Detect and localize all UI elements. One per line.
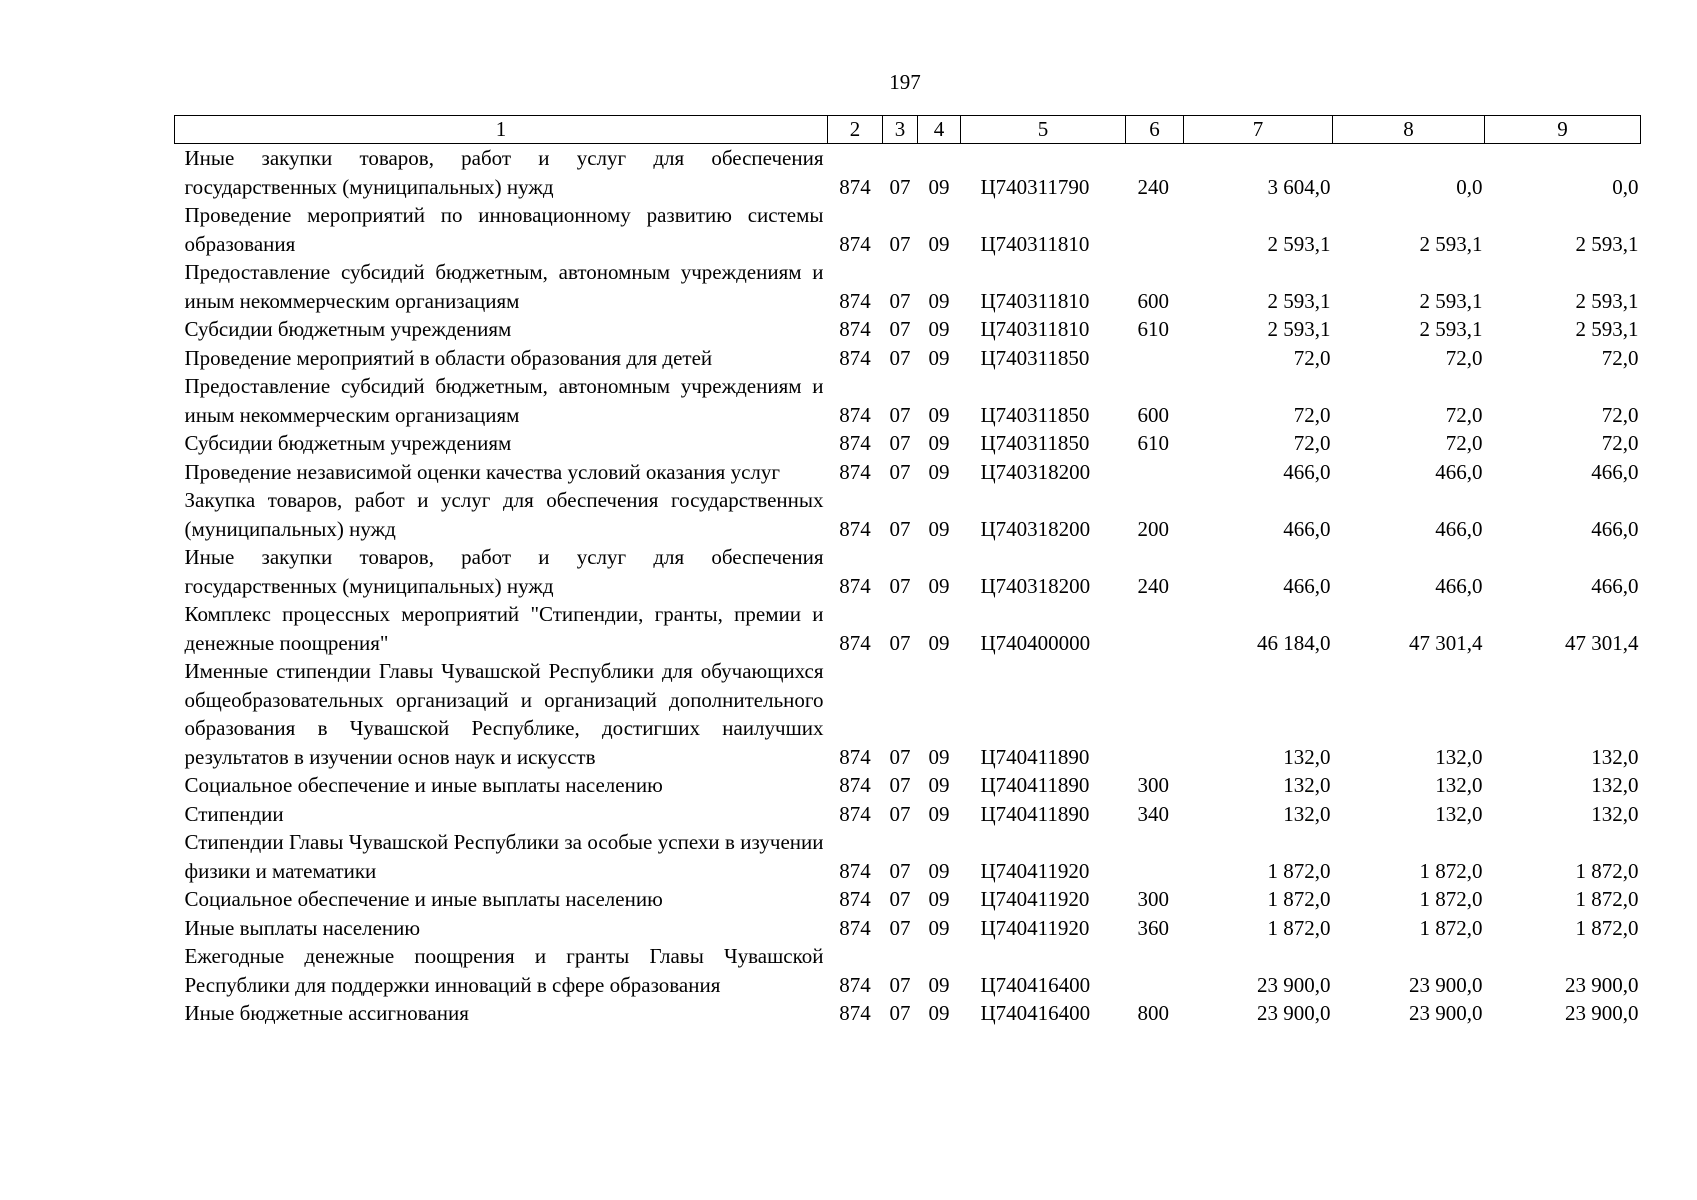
row-section: 07: [889, 288, 911, 313]
header-col-2: 2: [828, 116, 883, 144]
row-section: 07: [889, 915, 911, 940]
row-name: Стипендии Главы Чувашской Республики за особые успехи в изучении физики и математики: [184, 830, 824, 883]
row-section: 07: [889, 573, 911, 598]
row-amount-col-8: 466,0: [1435, 516, 1483, 541]
row-amount-col-8: 466,0: [1435, 459, 1483, 484]
row-target-article: Ц740311850: [980, 402, 1090, 427]
row-amount-col-8: 1 872,0: [1419, 858, 1483, 883]
row-section: 07: [889, 459, 911, 484]
row-grbs: 874: [839, 231, 871, 256]
row-name: Именные стипендии Главы Чувашской Республики для обучающихся общеобразовательных организаций и организаций дополнительного образования в Чувашской Республике, достигших наилучших результатов в изучении основ наук и искусств: [184, 659, 824, 769]
row-expense-type: [1126, 828, 1184, 885]
row-grbs: 874: [839, 744, 871, 769]
row-name: Субсидии бюджетным учреждениям: [184, 431, 512, 455]
row-grbs: 874: [839, 573, 871, 598]
row-name: Проведение мероприятий в области образования для детей: [184, 345, 713, 370]
row-amount-col-7: 72,0: [1293, 345, 1331, 370]
row-amount-col-9: 466,0: [1591, 516, 1639, 541]
row-section: 07: [889, 174, 911, 199]
row-target-article: Ц740318200: [980, 516, 1091, 541]
header-col-8: 8: [1333, 116, 1485, 144]
header-col-1: 1: [175, 116, 828, 144]
row-amount-col-7: 23 900,0: [1257, 972, 1331, 997]
row-amount-col-8: 1 872,0: [1419, 887, 1483, 911]
row-name: Иные выплаты населению: [184, 915, 421, 940]
budget-table-container: [174, 115, 1640, 1028]
row-grbs: 874: [839, 972, 871, 997]
row-amount-col-9: 466,0: [1591, 573, 1639, 598]
row-section: 07: [889, 630, 911, 655]
row-amount-col-9: 2 593,1: [1575, 288, 1639, 313]
table-row: [175, 543, 1641, 600]
table-row: [175, 999, 1641, 1028]
row-subsection: 09: [928, 174, 950, 199]
row-subsection: 09: [928, 858, 950, 883]
row-subsection: 09: [928, 1001, 950, 1025]
row-expense-type: 300: [1137, 773, 1169, 797]
table-row: [175, 144, 1641, 202]
row-grbs: 874: [839, 345, 871, 370]
row-subsection: 09: [928, 915, 950, 940]
table-row: [175, 315, 1641, 344]
row-section: 07: [889, 858, 911, 883]
row-subsection: 09: [928, 573, 950, 598]
row-amount-col-7: 72,0: [1293, 402, 1331, 427]
row-target-article: Ц740411890: [980, 744, 1090, 769]
row-target-article: Ц740411920: [980, 887, 1090, 911]
row-grbs: 874: [839, 288, 871, 313]
row-name: Предоставление субсидий бюджетным, автономным учреждениям и иным некоммерческим организациям: [184, 374, 824, 427]
row-name: Иные закупки товаров, работ и услуг для обеспечения государственных (муниципальных) нужд: [184, 545, 824, 598]
table-row: [175, 372, 1641, 429]
row-amount-col-7: 46 184,0: [1257, 630, 1331, 655]
row-amount-col-9: 2 593,1: [1575, 317, 1639, 341]
header-col-3: 3: [883, 116, 918, 144]
row-expense-type: [1126, 458, 1184, 487]
row-name: Предоставление субсидий бюджетным, автономным учреждениям и иным некоммерческим организациям: [184, 260, 824, 313]
row-section: 07: [889, 972, 911, 997]
row-amount-col-9: 72,0: [1601, 431, 1639, 455]
row-amount-col-9: 72,0: [1601, 402, 1639, 427]
row-section: 07: [889, 402, 911, 427]
row-target-article: Ц740318200: [980, 573, 1091, 598]
row-grbs: 874: [839, 630, 871, 655]
row-expense-type: 200: [1137, 516, 1169, 541]
row-subsection: 09: [928, 887, 950, 911]
row-target-article: Ц740318200: [980, 459, 1091, 484]
header-col-5: 5: [961, 116, 1126, 144]
row-subsection: 09: [928, 402, 950, 427]
row-section: 07: [889, 773, 911, 797]
table-row: [175, 657, 1641, 771]
row-expense-type: 240: [1137, 573, 1169, 598]
row-expense-type: 300: [1137, 887, 1169, 911]
row-amount-col-8: 1 872,0: [1419, 915, 1483, 940]
row-target-article: Ц740311810: [980, 317, 1090, 341]
row-expense-type: [1126, 657, 1184, 771]
row-amount-col-8: 72,0: [1445, 345, 1483, 370]
budget-table: [174, 115, 1641, 1028]
row-grbs: 874: [839, 516, 871, 541]
row-expense-type: 600: [1137, 402, 1169, 427]
row-amount-col-7: 132,0: [1283, 801, 1331, 826]
row-amount-col-8: 2 593,1: [1419, 231, 1483, 256]
row-subsection: 09: [928, 744, 950, 769]
row-expense-type: [1126, 942, 1184, 999]
row-amount-col-7: 466,0: [1283, 573, 1331, 598]
row-name: Ежегодные денежные поощрения и гранты Главы Чувашской Республики для поддержки инноваций в сфере образования: [184, 944, 824, 997]
row-amount-col-8: 47 301,4: [1409, 630, 1483, 655]
row-section: 07: [889, 744, 911, 769]
row-amount-col-8: 0,0: [1456, 174, 1483, 199]
row-section: 07: [889, 887, 911, 911]
row-amount-col-7: 1 872,0: [1267, 887, 1331, 911]
table-row: [175, 828, 1641, 885]
row-amount-col-7: 132,0: [1283, 744, 1331, 769]
row-expense-type: 800: [1137, 1001, 1169, 1025]
row-amount-col-9: 1 872,0: [1575, 858, 1639, 883]
row-subsection: 09: [928, 431, 950, 455]
row-expense-type: [1126, 600, 1184, 657]
header-col-9: 9: [1485, 116, 1641, 144]
row-amount-col-7: 2 593,1: [1267, 317, 1331, 341]
row-target-article: Ц740411920: [980, 858, 1090, 883]
header-col-7: 7: [1184, 116, 1333, 144]
table-row: [175, 458, 1641, 487]
row-subsection: 09: [928, 630, 950, 655]
row-amount-col-8: 72,0: [1445, 431, 1483, 455]
row-target-article: Ц740311790: [980, 174, 1090, 199]
page-number: 197: [889, 70, 921, 94]
row-amount-col-8: 132,0: [1435, 773, 1483, 797]
row-amount-col-8: 23 900,0: [1409, 972, 1483, 997]
row-subsection: 09: [928, 317, 950, 341]
row-section: 07: [889, 801, 911, 826]
row-amount-col-7: 132,0: [1283, 773, 1331, 797]
row-target-article: Ц740311850: [980, 345, 1090, 370]
table-body: [175, 144, 1641, 1028]
header-col-4: 4: [918, 116, 961, 144]
row-amount-col-9: 1 872,0: [1575, 915, 1639, 940]
row-name: Иные закупки товаров, работ и услуг для обеспечения государственных (муниципальных) нужд: [184, 146, 824, 199]
row-grbs: 874: [839, 402, 871, 427]
table-row: [175, 429, 1641, 458]
row-section: 07: [889, 1001, 911, 1025]
table-header-row: [175, 116, 1641, 144]
row-grbs: 874: [839, 431, 871, 455]
table-row: [175, 201, 1641, 258]
row-grbs: 874: [839, 773, 871, 797]
table-row: [175, 600, 1641, 657]
row-subsection: 09: [928, 231, 950, 256]
row-grbs: 874: [839, 317, 871, 341]
row-grbs: 874: [839, 801, 871, 826]
table-row: [175, 914, 1641, 943]
row-grbs: 874: [839, 174, 871, 199]
row-amount-col-7: 1 872,0: [1267, 915, 1331, 940]
row-grbs: 874: [839, 1001, 871, 1025]
row-target-article: Ц740311810: [980, 231, 1090, 256]
row-name: Иные бюджетные ассигнования: [184, 1001, 469, 1025]
row-name: Стипендии: [184, 801, 284, 826]
table-row: [175, 885, 1641, 914]
table-row: [175, 344, 1641, 373]
row-name: Закупка товаров, работ и услуг для обеспечения государственных (муниципальных) нужд: [184, 488, 824, 541]
row-amount-col-7: 72,0: [1293, 431, 1331, 455]
row-grbs: 874: [839, 858, 871, 883]
row-amount-col-7: 2 593,1: [1267, 231, 1331, 256]
row-target-article: Ц740416400: [980, 972, 1091, 997]
row-target-article: Ц740400000: [980, 630, 1091, 655]
row-subsection: 09: [928, 773, 950, 797]
table-row: [175, 486, 1641, 543]
row-amount-col-9: 72,0: [1601, 345, 1639, 370]
table-row: [175, 258, 1641, 315]
row-amount-col-8: 72,0: [1445, 402, 1483, 427]
row-name: Комплекс процессных мероприятий "Стипендии, гранты, премии и денежные поощрения": [184, 602, 824, 655]
row-target-article: Ц740311850: [980, 431, 1090, 455]
row-name: Субсидии бюджетным учреждениям: [184, 317, 512, 341]
row-amount-col-9: 23 900,0: [1565, 1001, 1639, 1025]
row-subsection: 09: [928, 288, 950, 313]
row-amount-col-9: 47 301,4: [1565, 630, 1639, 655]
row-amount-col-8: 132,0: [1435, 744, 1483, 769]
row-amount-col-9: 132,0: [1591, 801, 1639, 826]
row-section: 07: [889, 345, 911, 370]
row-expense-type: 610: [1137, 317, 1169, 341]
row-grbs: 874: [839, 915, 871, 940]
row-name: Проведение мероприятий по инновационному развитию системы образования: [184, 203, 824, 256]
row-amount-col-7: 3 604,0: [1267, 174, 1331, 199]
row-amount-col-7: 23 900,0: [1257, 1001, 1331, 1025]
row-section: 07: [889, 317, 911, 341]
table-row: [175, 942, 1641, 999]
row-amount-col-8: 132,0: [1435, 801, 1483, 826]
row-subsection: 09: [928, 972, 950, 997]
row-amount-col-8: 23 900,0: [1409, 1001, 1483, 1025]
row-subsection: 09: [928, 516, 950, 541]
row-target-article: Ц740311810: [980, 288, 1090, 313]
header-col-6: 6: [1126, 116, 1184, 144]
row-expense-type: 340: [1137, 801, 1169, 826]
row-subsection: 09: [928, 459, 950, 484]
row-expense-type: 600: [1137, 288, 1169, 313]
row-amount-col-9: 1 872,0: [1575, 887, 1639, 911]
row-amount-col-7: 1 872,0: [1267, 858, 1331, 883]
row-amount-col-7: 2 593,1: [1267, 288, 1331, 313]
row-amount-col-8: 2 593,1: [1419, 317, 1483, 341]
row-expense-type: 360: [1137, 915, 1169, 940]
row-name: Социальное обеспечение и иные выплаты населению: [184, 773, 663, 797]
row-grbs: 874: [839, 459, 871, 484]
table-row: [175, 800, 1641, 829]
row-section: 07: [889, 516, 911, 541]
row-expense-type: 240: [1137, 174, 1169, 199]
row-section: 07: [889, 231, 911, 256]
row-name: Проведение независимой оценки качества условий оказания услуг: [184, 459, 781, 484]
row-section: 07: [889, 431, 911, 455]
row-target-article: Ц740411890: [980, 773, 1090, 797]
row-expense-type: 610: [1137, 431, 1169, 455]
row-amount-col-9: 466,0: [1591, 459, 1639, 484]
row-amount-col-9: 132,0: [1591, 773, 1639, 797]
row-amount-col-8: 2 593,1: [1419, 288, 1483, 313]
row-expense-type: [1126, 344, 1184, 373]
row-amount-col-8: 466,0: [1435, 573, 1483, 598]
row-amount-col-7: 466,0: [1283, 459, 1331, 484]
row-amount-col-7: 466,0: [1283, 516, 1331, 541]
row-target-article: Ц740416400: [980, 1001, 1091, 1025]
row-name: Социальное обеспечение и иные выплаты населению: [184, 887, 663, 911]
row-amount-col-9: 23 900,0: [1565, 972, 1639, 997]
row-expense-type: [1126, 201, 1184, 258]
row-amount-col-9: 132,0: [1591, 744, 1639, 769]
row-subsection: 09: [928, 801, 950, 826]
row-grbs: 874: [839, 887, 871, 911]
row-target-article: Ц740411890: [980, 801, 1090, 826]
table-row: [175, 771, 1641, 800]
row-amount-col-9: 0,0: [1612, 174, 1639, 199]
row-subsection: 09: [928, 345, 950, 370]
row-target-article: Ц740411920: [980, 915, 1090, 940]
row-amount-col-9: 2 593,1: [1575, 231, 1639, 256]
